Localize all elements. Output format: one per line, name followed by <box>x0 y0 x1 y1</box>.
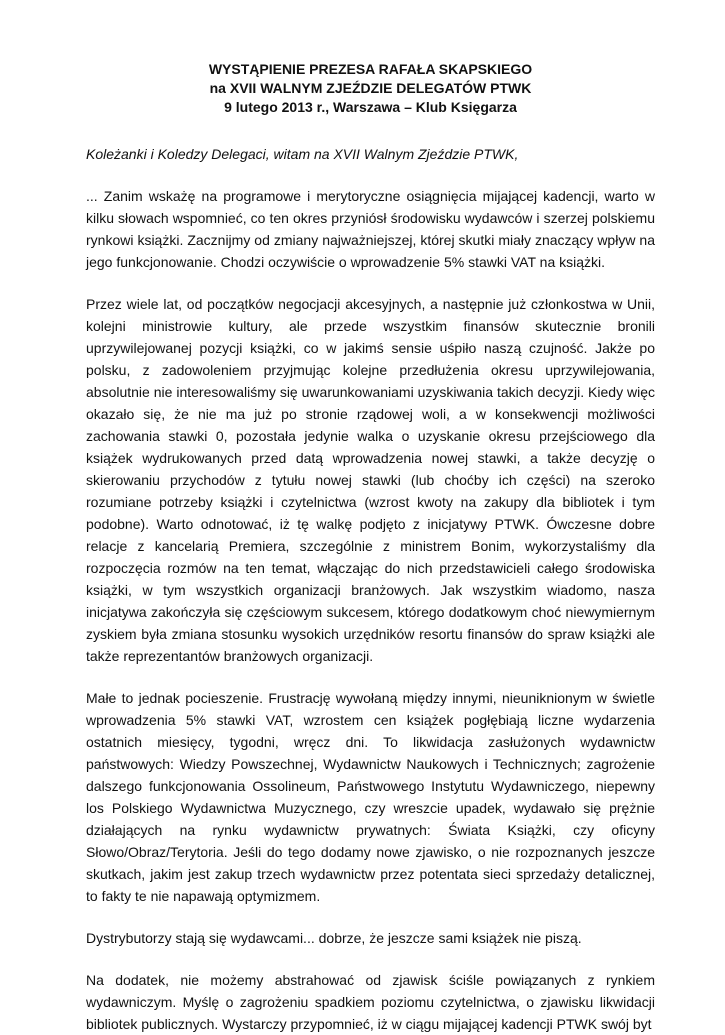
header-date-location: 9 lutego 2013 r., Warszawa – Klub Księgarza <box>224 99 517 115</box>
paragraph-1: ... Zanim wskażę na programowe i merytoryczne osiągnięcia mijającej kadencji, warto w kilku słowach wspomnieć, co ten okres przyniósł środowisku wydawców i szerzej polskiemu rynkowi książki. Zacznijmy od zmiany najważniejszej, której skutki miały znaczący wpływ na jego funkcjonowanie. Chodzi oczywiście o wprowadzenie 5% stawki VAT na książki. <box>86 188 655 270</box>
paragraph-5: Na dodatek, nie możemy abstrahować od zjawisk ściśle powiązanych z rynkiem wydawniczym. Myślę o zagrożeniu spadkiem poziomu czytelnictwa, o zjawisku likwidacji bibliotek publicznych. Wystarczy przypomnieć, iż w ciągu mijającej kadencji PTWK swój byt <box>86 972 655 1032</box>
salutation: Koleżanki i Koledzy Delegaci, witam na XVII Walnym Zjeździe PTWK, <box>86 146 519 162</box>
paragraph-3: Małe to jednak pocieszenie. Frustrację wywołaną między innymi, nieuniknionym w świetle wprowadzenia 5% stawki VAT, wzrostem cen książek pogłębiają liczne wydarzenia ostatnich miesięcy, tygodni, wręcz dni. To likwidacja zasłużonych wydawnictw państwowych: Wiedzy Powszechnej, Wydawnictw Naukowych i Technicznych; zagrożenie dalszego funkcjonowania Ossolineum, Państwowego Instytutu Wydawniczego, niepewny los Polskiego Wydawnictwa Muzycznego, czy wreszcie upadek, wydawało się prężnie działających na rynku wydawnictw prywatnych: Świata Książki, czy oficyny Słowo/Obraz/Terytoria. Jeśli do tego dodamy nowe zjawisko, o nie rozpoznanych jeszcze skutkach, jakim jest zakup trzech wydawnictw przez potentata sieci sprzedaży detalicznej, to fakty te nie napawają optymizmem. <box>86 690 655 904</box>
document-header <box>86 60 655 117</box>
header-title: WYSTĄPIENIE PREZESA RAFAŁA SKAPSKIEGO <box>208 61 533 77</box>
paragraph-4: Dystrybutorzy stają się wydawcami... dobrze, że jeszcze sami książek nie piszą. <box>86 930 582 946</box>
paragraph-2: Przez wiele lat, od początków negocjacji akcesyjnych, a następnie już członkostwa w Unii, kolejni ministrowie kultury, ale przede wszystkim finansów skutecznie bronili uprzywilejowanej pozycji książki, co w jakimś sensie uśpiło naszą czujność. Jakże po polsku, z zadowoleniem przyjmując kolejne przedłużenia okresu uprzywilejowania, absolutnie nie interesowaliśmy się uwarunkowaniami uzyskiwania takich decyzji. Kiedy więc okazało się, że nie ma już po stronie rządowej woli, a w konsekwencji możliwości zachowania stawki 0, pozostała jedynie walka o uzyskanie okresu przejściowego dla książek wydrukowanych przed datą wprowadzenia nowej stawki, a także decyzję o skierowaniu przychodów z tytułu nowej stawki (lub choćby ich części) na szeroko rozumiane potrzeby książki i czytelnictwa (wzrost kwoty na zakupy dla bibliotek i tym podobne). Warto odnotować, iż tę walkę podjęto z inicjatywy PTWK. Ówczesne dobre relacje z kancelarią Premiera, szczególnie z ministrem Bonim, wykorzystaliśmy dla rozpoczęcia rozmów na ten temat, włączając do nich przedstawicieli całego środowiska książki, w tym wszystkich organizacji branżowych. Jak wszystkim wiadomo, nasza inicjatywa zakończyła się częściowym sukcesem, którego dodatkowym choć niewymiernym zyskiem była zmiana stosunku wysokich urzędników resortu finansów do spraw książki ale także reprezentantów branżowych organizacji. <box>86 296 655 664</box>
header-event: na XVII WALNYM ZJEŹDZIE DELEGATÓW PTWK <box>209 80 532 96</box>
